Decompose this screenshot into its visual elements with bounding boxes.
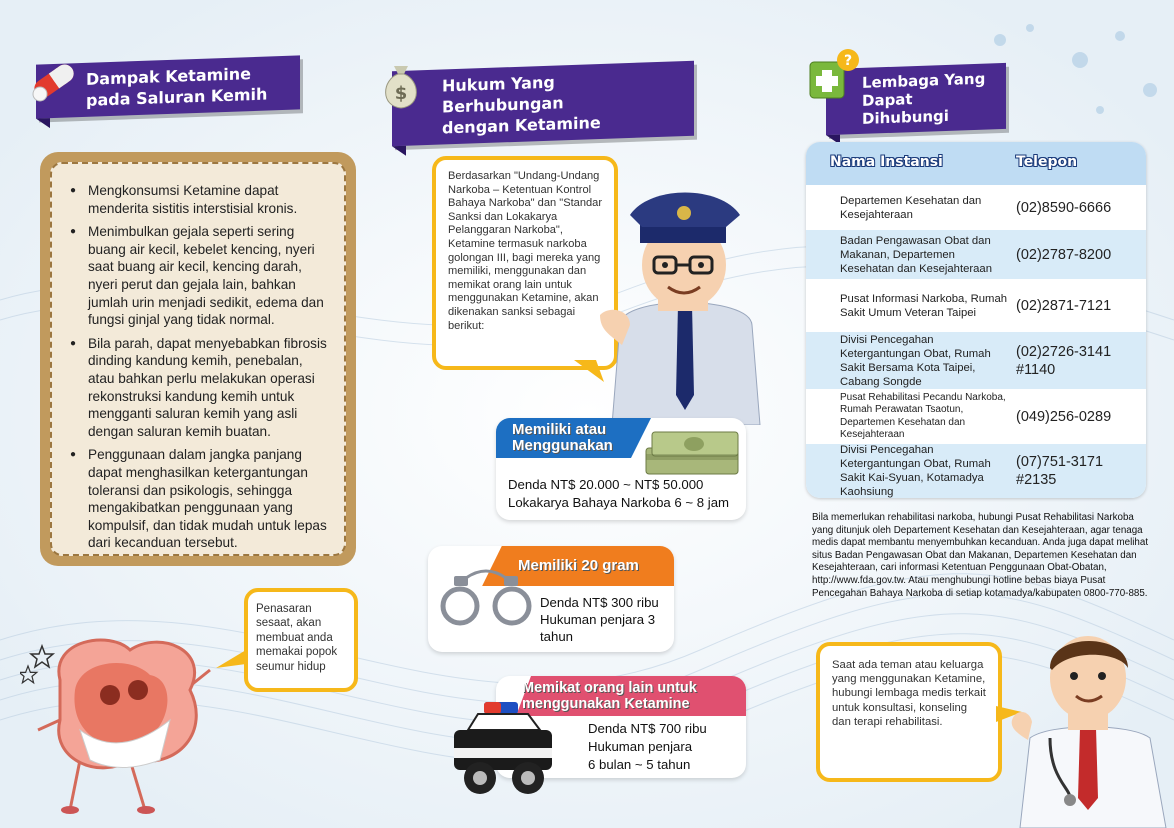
advice-bubble-text: Saat ada teman atau keluarga yang menggunakan Ketamine, hubungi lembaga medis terkait untuk konsultasi, konseling dan terapi rehabilitasi. (832, 659, 986, 728)
table-row (806, 331, 1146, 389)
section-banner-middle (392, 61, 694, 147)
banner-title-line1: Hukum Yang Berhubungan (442, 72, 564, 117)
table-row (806, 279, 1146, 331)
pill-capsule-icon (26, 58, 82, 109)
bladder-character-icon (20, 610, 230, 820)
table-header (806, 142, 1146, 185)
phone-number: (02)2871-7121 (1016, 297, 1112, 314)
institution-name: Divisi Pencegahan Ketergantungan Obat, Rumah Sakit Kai-Syuan, Kotamadya Kaohsiung (840, 444, 991, 498)
penalty-20gram-details: Denda NT$ 300 ribu Hukuman penjara 3 tahun (540, 595, 659, 644)
banner-title-line2: Dapat Dihubungi (862, 90, 949, 128)
advice-bubble (816, 642, 1002, 782)
doctor-icon (1010, 628, 1172, 828)
money-bag-icon (378, 62, 424, 115)
table-row (806, 229, 1146, 279)
warning-bubble (244, 588, 358, 692)
penalty-lure-title: Memikat orang lain untuk menggunakan Ketamine (522, 680, 697, 712)
warning-bubble-text: Penasaran sesaat, akan membuat anda memakai popok seumur hidup (256, 603, 338, 673)
banner-title-line2: dengan Ketamine (442, 112, 601, 138)
institution-name: Pusat Rehabilitasi Pecandu Narkoba, Rumah Perawatan Tsaotun, Departemen Kesehatan dan Kesejahteraan (840, 391, 1006, 441)
table-row (806, 443, 1146, 498)
effects-card (40, 152, 356, 566)
penalty-lure-details: Denda NT$ 700 ribu Hukuman penjara 6 bulan ~ 5 tahun (588, 721, 707, 772)
penalty-possess-title: Memiliki atau Menggunakan (512, 421, 613, 454)
list-item: ● Menimbulkan gejala seperti sering buang air kecil, kebelet kencing, nyeri saat buang air kecil, kencing darah, nyeri perut dan gejala lain, bahkan jumlah urin menjadi sedikit, edema dan fungsi ginjal yang tidak normal. (64, 223, 330, 329)
law-bubble (432, 156, 618, 370)
institution-name: Badan Pengawasan Obat dan Makanan, Departemen Kesehatan dan Kesejahteraan (840, 234, 993, 275)
table-row (806, 185, 1146, 229)
cash-stack-icon (642, 424, 742, 480)
first-aid-kit-icon (806, 48, 862, 107)
handcuffs-icon (436, 562, 536, 632)
column-header-phone: Telepon (1016, 154, 1078, 170)
banner-title-line1: Dampak Ketamine (86, 64, 252, 89)
svg-text:$: $ (394, 83, 408, 104)
banner-title-line2: pada Saluran Kemih (86, 84, 268, 110)
list-item: ● Penggunaan dalam jangka panjang dapat menghasilkan ketergantungan toleransi dan psikologis, sehingga mengakibatkan penggunaan yang kompulsif, dan tidak mudah untuk lepas dari kecanduan tersebut. (64, 446, 330, 552)
svg-text:?: ? (843, 53, 853, 69)
law-bubble-text: Berdasarkan "Undang-Undang Narkoba – Ketentuan Kontrol Bahaya Narkoba" dan "Standar Sanksi dan Lokakarya Pelanggaran Narkoba", Ketamine termasuk narkoba golongan III, bagi mereka yang memiliki, menggunakan dan memikat orang lain untuk menggunakan Ketamine, akan dikenakan sanksi sebagai berikut: (448, 170, 603, 332)
institution-name: Divisi Pencegahan Ketergantungan Obat, Rumah Sakit Bersama Kota Taipei, Cabang Songde (840, 333, 991, 388)
list-item: ● Mengkonsumsi Ketamine dapat menderita sistitis interstisial kronis. (64, 182, 330, 217)
phone-number: (02)2726-3141 #1140 (1016, 343, 1112, 378)
institution-name: Departemen Kesehatan dan Kesejahteraan (840, 194, 982, 221)
table-row (806, 389, 1146, 443)
rehab-note: Bila memerlukan rehabilitasi narkoba, hubungi Pusat Rehabilitasi Narkoba yang ditunjuk oleh Departement Kesehatan dan Kesejahteraan, agar tenaga medis dapat membantu menyembuhkan kecanduan. Anda juga dapat melihat situs Badan Pengawasan Obat dan Makanan, Departemen Kesehatan dan Kesejahteraan, cari informasi Ketentuan Penggunaan Obat-Obatan, http://www.fda.gov.tw. Atau menghubungi hotline bebas biaya Pusat Pencegahan Bahaya Narkoba di setiap kotamadya/kabupaten 0800-770-885. (812, 512, 1149, 599)
phone-number: (02)2787-8200 (1016, 246, 1112, 263)
penalty-20gram-title: Memiliki 20 gram (518, 557, 639, 574)
contacts-table (806, 142, 1146, 498)
institution-name: Pusat Informasi Narkoba, Rumah Sakit Umum Veteran Taipei (840, 292, 1008, 319)
phone-number: (02)8590-6666 (1016, 199, 1112, 216)
police-car-icon (448, 700, 558, 804)
banner-title-line1: Lembaga Yang (862, 69, 986, 92)
penalty-possess-details: Denda NT$ 20.000 ~ NT$ 50.000 Lokakarya Bahaya Narkoba 6 ~ 8 jam (508, 477, 730, 510)
column-header-institution: Nama Instansi (830, 154, 943, 170)
list-item: ● Bila parah, dapat menyebabkan fibrosis dinding kandung kemih, penebalan, atau bahkan perlu melakukan operasi rekonstruksi kandung kemih untuk mengganti saluran kemih yang asli dengan saluran kemih buatan. (64, 335, 330, 441)
police-officer-icon (600, 185, 770, 425)
effects-list (64, 182, 330, 552)
phone-number: (049)256-0289 (1016, 408, 1112, 425)
phone-number: (07)751-3171 #2135 (1016, 454, 1104, 488)
